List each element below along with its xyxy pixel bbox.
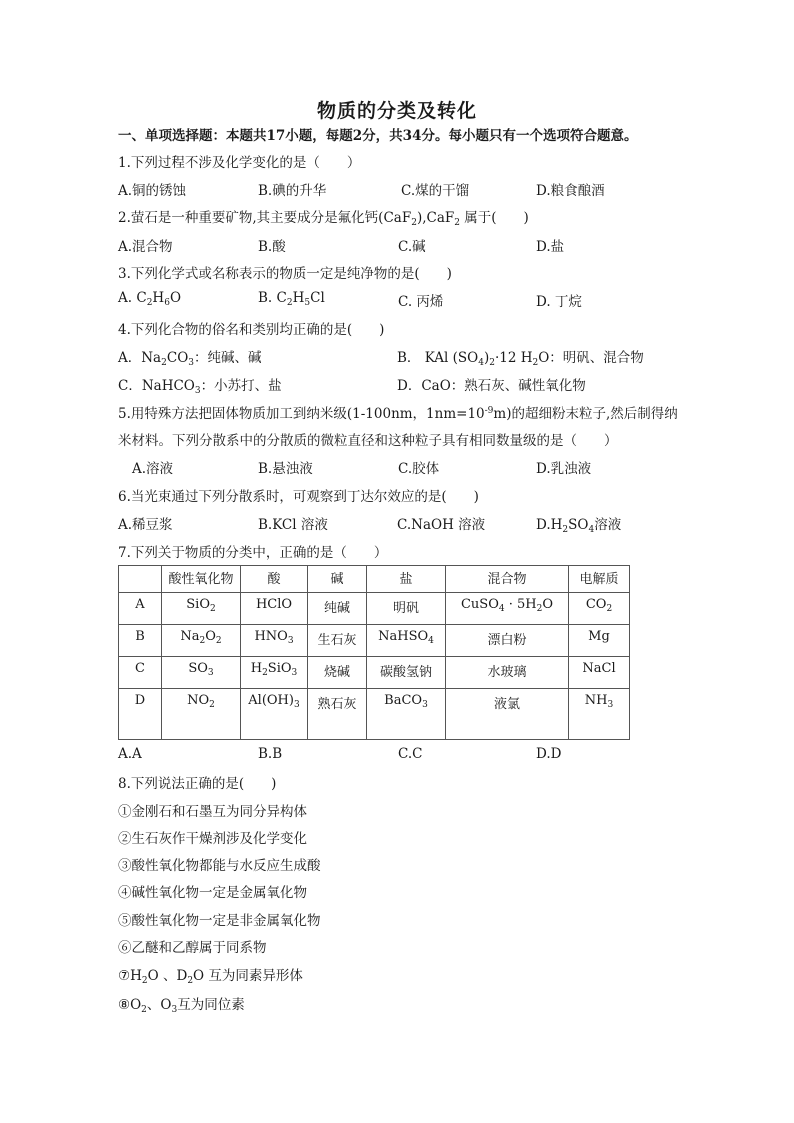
q6-option-d: $D.H_2SO_4$溶液 (536, 517, 622, 535)
table-cell: Mg (569, 625, 630, 657)
table-cell: 烧碱 (308, 657, 367, 689)
classification-table (118, 565, 630, 740)
table-cell: SiO$_2$ (162, 593, 241, 625)
q7-option-c: C.C (398, 746, 423, 762)
q4-option-d: D．CaO：熟石灰、碱性氧化物 (397, 378, 586, 394)
question-6-stem: 6.当光束通过下列分散系时，可观察到丁达尔效应的是( ) (118, 489, 479, 505)
q7-option-d: D.D (536, 746, 562, 762)
q6-option-b: B.KCl 溶液 (258, 517, 328, 533)
table-cell: 漂白粉 (446, 625, 569, 657)
table-header-row (119, 566, 630, 593)
q8-statement-7: $⑦H_2O$ 、$D_2O$ 互为同素异形体 (118, 968, 303, 986)
table-cell: 熟石灰 (308, 689, 367, 740)
q8-statement-4: ④碱性氧化物一定是金属氧化物 (118, 885, 307, 901)
q8-statement-3: ③酸性氧化物都能与水反应生成酸 (118, 858, 321, 874)
table-header-cell: 酸 (241, 566, 308, 593)
table-cell: NaCl (569, 657, 630, 689)
question-7-stem: 7.下列关于物质的分类中，正确的是（ ） (118, 545, 388, 561)
q6-option-c: C.NaOH 溶液 (397, 517, 486, 533)
q7-option-b: B.B (258, 746, 283, 762)
row-label: B (119, 625, 162, 657)
table-cell: 生石灰 (308, 625, 367, 657)
table-header-cell: 盐 (367, 566, 446, 593)
table-header-cell: 混合物 (446, 566, 569, 593)
q6-option-a: A.稀豆浆 (118, 517, 173, 533)
q2-option-b: B.酸 (258, 239, 286, 255)
table-header-cell: 电解质 (569, 566, 630, 593)
table-row (119, 593, 630, 625)
q1-option-b: B.碘的升华 (258, 183, 327, 199)
table-cell: $Al(OH)_3$ (241, 689, 308, 740)
table-cell: 水玻璃 (446, 657, 569, 689)
q8-statement-8: $⑧O_2$、$O_3$互为同位素 (118, 997, 245, 1015)
question-4-stem: 4.下列化合物的俗名和类别均正确的是( ) (118, 322, 385, 338)
question-8-stem: 8.下列说法正确的是( ) (118, 776, 277, 792)
q4-option-a: A．$Na_2CO_3$：纯碱、碱 (118, 350, 262, 368)
q5-option-d: D.乳浊液 (536, 461, 592, 477)
q7-option-a: A.A (118, 746, 142, 762)
row-label: D (119, 689, 162, 740)
table-cell: 纯碱 (308, 593, 367, 625)
table-cell: $H_2SiO_3$ (241, 657, 308, 689)
table-cell: 明矾 (367, 593, 446, 625)
table-cell: $HNO_3$ (241, 625, 308, 657)
question-2-stem: 2.萤石是一种重要矿物,其主要成分是氟化钙(CaF$_2$),CaF$_2$ 属于( ) (118, 210, 529, 228)
q1-option-d: D.粮食酿酒 (536, 183, 605, 199)
question-1-stem: 1.下列过程不涉及化学变化的是（ ） (118, 155, 361, 171)
q5-option-a: A.溶液 (132, 461, 174, 477)
page-title: 物质的分类及转化 (316, 100, 477, 122)
table-cell: $CO_2$ (569, 593, 630, 625)
table-cell: BaCO$_3$ (367, 689, 446, 740)
q8-statement-6: ⑥乙醚和乙醇属于同系物 (118, 940, 267, 956)
table-cell: $SO_3$ (162, 657, 241, 689)
q1-option-a: A.铜的锈蚀 (118, 183, 187, 199)
q5-option-c: C.胶体 (398, 461, 440, 477)
table-cell: HClO (241, 593, 308, 625)
question-3-stem: 3.下列化学式或名称表示的物质一定是纯净物的是( ) (118, 266, 452, 282)
table-cell: $Na_2O_2$ (162, 625, 241, 657)
q1-option-c: C.煤的干馏 (401, 183, 470, 199)
q2-option-d: D.盐 (536, 239, 565, 255)
question-5-stem-line1: 5.用特殊方法把固体物质加工到纳米级(1-100nm，$1nm=10^{-9}m$)的超细粉末粒子,然后制得纳 (118, 406, 678, 422)
q3-option-c: C. 丙烯 (398, 294, 444, 310)
q8-statement-1: ①金刚石和石墨互为同分异构体 (118, 804, 307, 820)
table-cell: $NO_2$ (162, 689, 241, 740)
q8-statement-5: ⑤酸性氧化物一定是非金属氧化物 (118, 913, 321, 929)
q3-option-d: D. 丁烷 (536, 294, 582, 310)
question-5-stem-line2: 米材料。下列分散系中的分散质的微粒直径和这种粒子具有相同数量级的是（ ） (118, 433, 618, 449)
table-cell: 碳酸氢钠 (367, 657, 446, 689)
q5-option-b: B.悬浊液 (258, 461, 313, 477)
table-cell: CuSO$_4$ · $5H_2O$ (446, 593, 569, 625)
q4-option-c: C．NaHCO$_3$：小苏打、盐 (118, 378, 282, 396)
q2-option-a: A.混合物 (118, 239, 173, 255)
q8-statement-2: ②生石灰作干燥剂涉及化学变化 (118, 831, 307, 847)
table-row (119, 657, 630, 689)
section-heading: 一、单项选择题：本题共17小题，每题2分，共34分。每小题只有一个选项符合题意。 (118, 128, 638, 144)
row-label: A (119, 593, 162, 625)
q4-option-b: B． KAl $(SO_4)_2\cdot 12$ $H_2O$：明矾、混合物 (397, 350, 644, 368)
table-header-cell (119, 566, 162, 593)
table-row (119, 689, 630, 740)
table-cell: $NH_3$ (569, 689, 630, 740)
q2-option-c: C.碱 (398, 239, 426, 255)
table-cell: 液氯 (446, 689, 569, 740)
table-row (119, 625, 630, 657)
table-header-cell: 碱 (308, 566, 367, 593)
q3-option-b: B. $C_2H_5Cl$ (258, 290, 325, 308)
row-label: C (119, 657, 162, 689)
q3-option-a: A. $C_2H_6O$ (118, 290, 182, 308)
table-header-cell: 酸性氧化物 (162, 566, 241, 593)
table-cell: NaHSO$_4$ (367, 625, 446, 657)
